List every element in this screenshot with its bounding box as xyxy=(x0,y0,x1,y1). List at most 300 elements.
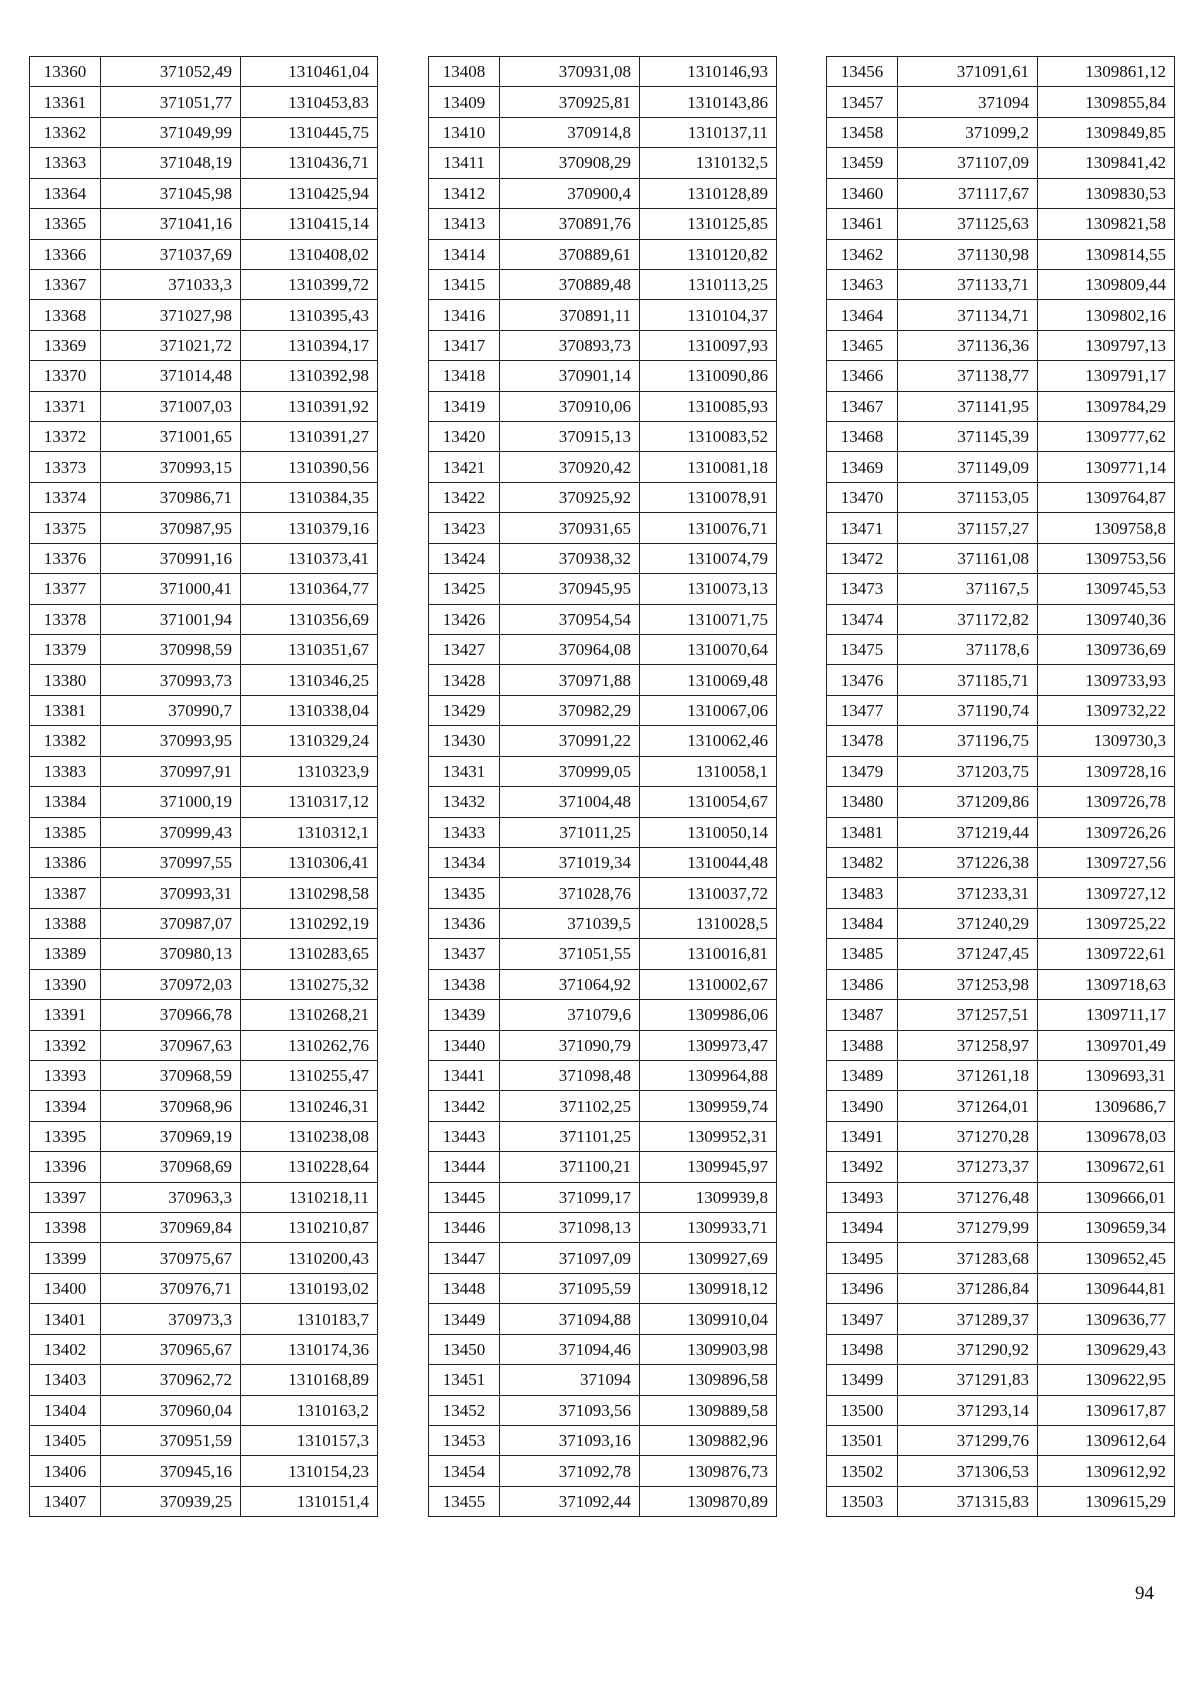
y-coordinate-cell: 1309797,13 xyxy=(1038,330,1175,360)
table-row xyxy=(30,1395,378,1425)
x-coordinate-cell: 371101,25 xyxy=(500,1121,640,1151)
y-coordinate-cell: 1310317,12 xyxy=(241,787,378,817)
point-number-cell: 13392 xyxy=(30,1030,101,1060)
x-coordinate-cell: 371178,6 xyxy=(898,635,1038,665)
table-row xyxy=(827,1365,1175,1395)
point-number-cell: 13417 xyxy=(429,330,500,360)
x-coordinate-cell: 371138,77 xyxy=(898,361,1038,391)
point-number-cell: 13440 xyxy=(429,1030,500,1060)
x-coordinate-cell: 371093,16 xyxy=(500,1425,640,1455)
y-coordinate-cell: 1310090,86 xyxy=(640,361,777,391)
point-number-cell: 13367 xyxy=(30,269,101,299)
y-coordinate-cell: 1309918,12 xyxy=(640,1273,777,1303)
table-row xyxy=(429,726,777,756)
y-coordinate-cell: 1309777,62 xyxy=(1038,422,1175,452)
point-number-cell: 13430 xyxy=(429,726,500,756)
point-number-cell: 13412 xyxy=(429,178,500,208)
point-number-cell: 13405 xyxy=(30,1425,101,1455)
x-coordinate-cell: 371286,84 xyxy=(898,1273,1038,1303)
x-coordinate-cell: 370980,13 xyxy=(101,939,241,969)
table-row xyxy=(30,787,378,817)
table-row xyxy=(30,239,378,269)
table-row xyxy=(30,908,378,938)
x-coordinate-cell: 371001,94 xyxy=(101,604,241,634)
point-number-cell: 13500 xyxy=(827,1395,898,1425)
x-coordinate-cell: 371100,21 xyxy=(500,1152,640,1182)
point-number-cell: 13429 xyxy=(429,695,500,725)
y-coordinate-cell: 1310255,47 xyxy=(241,1060,378,1090)
y-coordinate-cell: 1309933,71 xyxy=(640,1213,777,1243)
x-coordinate-cell: 370987,07 xyxy=(101,908,241,938)
x-coordinate-cell: 370968,69 xyxy=(101,1152,241,1182)
table-row xyxy=(429,1091,777,1121)
table-row xyxy=(827,1152,1175,1182)
point-number-cell: 13382 xyxy=(30,726,101,756)
table-row xyxy=(30,422,378,452)
point-number-cell: 13449 xyxy=(429,1304,500,1334)
point-number-cell: 13396 xyxy=(30,1152,101,1182)
y-coordinate-cell: 1310163,2 xyxy=(241,1395,378,1425)
table-row xyxy=(429,117,777,147)
x-coordinate-cell: 371203,75 xyxy=(898,756,1038,786)
x-coordinate-cell: 370925,81 xyxy=(500,87,640,117)
y-coordinate-cell: 1310083,52 xyxy=(640,422,777,452)
table-row xyxy=(827,57,1175,87)
point-number-cell: 13422 xyxy=(429,482,500,512)
x-coordinate-cell: 371258,97 xyxy=(898,1030,1038,1060)
y-coordinate-cell: 1310062,46 xyxy=(640,726,777,756)
table-row xyxy=(30,178,378,208)
y-coordinate-cell: 1309718,63 xyxy=(1038,969,1175,999)
table-row xyxy=(827,1121,1175,1151)
point-number-cell: 13425 xyxy=(429,574,500,604)
point-number-cell: 13497 xyxy=(827,1304,898,1334)
point-number-cell: 13436 xyxy=(429,908,500,938)
table-row xyxy=(30,452,378,482)
y-coordinate-cell: 1309727,12 xyxy=(1038,878,1175,908)
table-row xyxy=(429,1121,777,1151)
table-row xyxy=(827,148,1175,178)
y-coordinate-cell: 1310183,7 xyxy=(241,1304,378,1334)
point-number-cell: 13457 xyxy=(827,87,898,117)
point-number-cell: 13427 xyxy=(429,635,500,665)
y-coordinate-cell: 1309841,42 xyxy=(1038,148,1175,178)
point-number-cell: 13421 xyxy=(429,452,500,482)
x-coordinate-cell: 371092,44 xyxy=(500,1486,640,1516)
y-coordinate-cell: 1309945,97 xyxy=(640,1152,777,1182)
x-coordinate-cell: 370914,8 xyxy=(500,117,640,147)
point-number-cell: 13474 xyxy=(827,604,898,634)
table-row xyxy=(429,209,777,239)
table-row xyxy=(827,817,1175,847)
x-coordinate-cell: 371133,71 xyxy=(898,269,1038,299)
point-number-cell: 13399 xyxy=(30,1243,101,1273)
point-number-cell: 13445 xyxy=(429,1182,500,1212)
table-row xyxy=(30,726,378,756)
x-coordinate-cell: 371039,5 xyxy=(500,908,640,938)
point-number-cell: 13482 xyxy=(827,847,898,877)
point-number-cell: 13491 xyxy=(827,1121,898,1151)
point-number-cell: 13433 xyxy=(429,817,500,847)
y-coordinate-cell: 1309952,31 xyxy=(640,1121,777,1151)
x-coordinate-cell: 370976,71 xyxy=(101,1273,241,1303)
point-number-cell: 13424 xyxy=(429,543,500,573)
x-coordinate-cell: 370966,78 xyxy=(101,1000,241,1030)
y-coordinate-cell: 1310399,72 xyxy=(241,269,378,299)
x-coordinate-cell: 370975,67 xyxy=(101,1243,241,1273)
x-coordinate-cell: 371283,68 xyxy=(898,1243,1038,1273)
table-row xyxy=(429,330,777,360)
table-row xyxy=(429,1213,777,1243)
x-coordinate-cell: 371095,59 xyxy=(500,1273,640,1303)
x-coordinate-cell: 370987,95 xyxy=(101,513,241,543)
x-coordinate-cell: 371021,72 xyxy=(101,330,241,360)
y-coordinate-cell: 1310081,18 xyxy=(640,452,777,482)
table-row xyxy=(30,817,378,847)
point-number-cell: 13469 xyxy=(827,452,898,482)
y-coordinate-cell: 1310329,24 xyxy=(241,726,378,756)
table-row xyxy=(30,1334,378,1364)
table-body xyxy=(30,57,378,1517)
x-coordinate-cell: 371306,53 xyxy=(898,1456,1038,1486)
x-coordinate-cell: 371264,01 xyxy=(898,1091,1038,1121)
x-coordinate-cell: 371240,29 xyxy=(898,908,1038,938)
y-coordinate-cell: 1310174,36 xyxy=(241,1334,378,1364)
table-row xyxy=(30,756,378,786)
x-coordinate-cell: 370986,71 xyxy=(101,482,241,512)
point-number-cell: 13442 xyxy=(429,1091,500,1121)
point-number-cell: 13458 xyxy=(827,117,898,147)
point-number-cell: 13487 xyxy=(827,1000,898,1030)
table-row xyxy=(827,604,1175,634)
point-number-cell: 13479 xyxy=(827,756,898,786)
table-row xyxy=(30,300,378,330)
x-coordinate-cell: 371279,99 xyxy=(898,1213,1038,1243)
point-number-cell: 13484 xyxy=(827,908,898,938)
x-coordinate-cell: 371033,3 xyxy=(101,269,241,299)
y-coordinate-cell: 1309791,17 xyxy=(1038,361,1175,391)
table-row xyxy=(429,695,777,725)
y-coordinate-cell: 1309612,92 xyxy=(1038,1456,1175,1486)
x-coordinate-cell: 371004,48 xyxy=(500,787,640,817)
x-coordinate-cell: 370993,73 xyxy=(101,665,241,695)
table-row xyxy=(827,482,1175,512)
y-coordinate-cell: 1309809,44 xyxy=(1038,269,1175,299)
point-number-cell: 13446 xyxy=(429,1213,500,1243)
x-coordinate-cell: 371125,63 xyxy=(898,209,1038,239)
table-row xyxy=(429,178,777,208)
y-coordinate-cell: 1310104,37 xyxy=(640,300,777,330)
y-coordinate-cell: 1310392,98 xyxy=(241,361,378,391)
point-number-cell: 13383 xyxy=(30,756,101,786)
y-coordinate-cell: 1310453,83 xyxy=(241,87,378,117)
y-coordinate-cell: 1310218,11 xyxy=(241,1182,378,1212)
point-number-cell: 13414 xyxy=(429,239,500,269)
table-row xyxy=(827,1030,1175,1060)
table-row xyxy=(827,1091,1175,1121)
table-row xyxy=(30,1030,378,1060)
table-row xyxy=(30,117,378,147)
x-coordinate-cell: 371161,08 xyxy=(898,543,1038,573)
y-coordinate-cell: 1310120,82 xyxy=(640,239,777,269)
point-number-cell: 13468 xyxy=(827,422,898,452)
y-coordinate-cell: 1310168,89 xyxy=(241,1365,378,1395)
x-coordinate-cell: 370910,06 xyxy=(500,391,640,421)
x-coordinate-cell: 370954,54 xyxy=(500,604,640,634)
table-row xyxy=(30,1365,378,1395)
x-coordinate-cell: 370991,16 xyxy=(101,543,241,573)
table-row xyxy=(827,726,1175,756)
y-coordinate-cell: 1310306,41 xyxy=(241,847,378,877)
x-coordinate-cell: 370997,91 xyxy=(101,756,241,786)
point-number-cell: 13377 xyxy=(30,574,101,604)
table-row xyxy=(429,574,777,604)
x-coordinate-cell: 371092,78 xyxy=(500,1456,640,1486)
x-coordinate-cell: 371293,14 xyxy=(898,1395,1038,1425)
point-number-cell: 13439 xyxy=(429,1000,500,1030)
point-number-cell: 13453 xyxy=(429,1425,500,1455)
table-row xyxy=(30,391,378,421)
table-row xyxy=(30,269,378,299)
point-number-cell: 13369 xyxy=(30,330,101,360)
x-coordinate-cell: 371064,92 xyxy=(500,969,640,999)
table-row xyxy=(30,1121,378,1151)
table-row xyxy=(429,635,777,665)
table-row xyxy=(827,422,1175,452)
y-coordinate-cell: 1310157,3 xyxy=(241,1425,378,1455)
table-body xyxy=(429,57,777,1517)
y-coordinate-cell: 1310268,21 xyxy=(241,1000,378,1030)
x-coordinate-cell: 371028,76 xyxy=(500,878,640,908)
x-coordinate-cell: 370962,72 xyxy=(101,1365,241,1395)
y-coordinate-cell: 1310069,48 xyxy=(640,665,777,695)
x-coordinate-cell: 371299,76 xyxy=(898,1425,1038,1455)
y-coordinate-cell: 1310071,75 xyxy=(640,604,777,634)
table-row xyxy=(30,969,378,999)
y-coordinate-cell: 1309959,74 xyxy=(640,1091,777,1121)
x-coordinate-cell: 371130,98 xyxy=(898,239,1038,269)
point-number-cell: 13488 xyxy=(827,1030,898,1060)
x-coordinate-cell: 370900,4 xyxy=(500,178,640,208)
x-coordinate-cell: 370990,7 xyxy=(101,695,241,725)
table-row xyxy=(429,1273,777,1303)
table-row xyxy=(30,1060,378,1090)
table-row xyxy=(827,635,1175,665)
table-row xyxy=(30,1091,378,1121)
x-coordinate-cell: 370968,59 xyxy=(101,1060,241,1090)
point-number-cell: 13473 xyxy=(827,574,898,604)
point-number-cell: 13452 xyxy=(429,1395,500,1425)
y-coordinate-cell: 1309733,93 xyxy=(1038,665,1175,695)
point-number-cell: 13419 xyxy=(429,391,500,421)
x-coordinate-cell: 370971,88 xyxy=(500,665,640,695)
point-number-cell: 13363 xyxy=(30,148,101,178)
x-coordinate-cell: 371000,41 xyxy=(101,574,241,604)
point-number-cell: 13437 xyxy=(429,939,500,969)
y-coordinate-cell: 1310028,5 xyxy=(640,908,777,938)
x-coordinate-cell: 371141,95 xyxy=(898,391,1038,421)
x-coordinate-cell: 370965,67 xyxy=(101,1334,241,1364)
point-number-cell: 13476 xyxy=(827,665,898,695)
table-row xyxy=(429,1395,777,1425)
y-coordinate-cell: 1309973,47 xyxy=(640,1030,777,1060)
table-row xyxy=(429,1456,777,1486)
table-row xyxy=(429,239,777,269)
table-row xyxy=(827,1182,1175,1212)
table-row xyxy=(429,878,777,908)
point-number-cell: 13434 xyxy=(429,847,500,877)
y-coordinate-cell: 1310238,08 xyxy=(241,1121,378,1151)
table-row xyxy=(30,939,378,969)
table-row xyxy=(30,148,378,178)
x-coordinate-cell: 371045,98 xyxy=(101,178,241,208)
point-number-cell: 13360 xyxy=(30,57,101,87)
y-coordinate-cell: 1310461,04 xyxy=(241,57,378,87)
x-coordinate-cell: 370993,15 xyxy=(101,452,241,482)
point-number-cell: 13470 xyxy=(827,482,898,512)
y-coordinate-cell: 1310076,71 xyxy=(640,513,777,543)
point-number-cell: 13403 xyxy=(30,1365,101,1395)
x-coordinate-cell: 371019,34 xyxy=(500,847,640,877)
x-coordinate-cell: 371091,61 xyxy=(898,57,1038,87)
point-number-cell: 13391 xyxy=(30,1000,101,1030)
point-number-cell: 13423 xyxy=(429,513,500,543)
x-coordinate-cell: 370973,3 xyxy=(101,1304,241,1334)
y-coordinate-cell: 1309726,78 xyxy=(1038,787,1175,817)
table-row xyxy=(827,756,1175,786)
table-row xyxy=(429,665,777,695)
x-coordinate-cell: 371257,51 xyxy=(898,1000,1038,1030)
x-coordinate-cell: 370901,14 xyxy=(500,361,640,391)
table-row xyxy=(30,57,378,87)
table-row xyxy=(429,391,777,421)
x-coordinate-cell: 370939,25 xyxy=(101,1486,241,1516)
y-coordinate-cell: 1309939,8 xyxy=(640,1182,777,1212)
x-coordinate-cell: 370945,16 xyxy=(101,1456,241,1486)
y-coordinate-cell: 1309740,36 xyxy=(1038,604,1175,634)
y-coordinate-cell: 1310132,5 xyxy=(640,148,777,178)
table-row xyxy=(827,87,1175,117)
point-number-cell: 13402 xyxy=(30,1334,101,1364)
page-number: 94 xyxy=(1135,1583,1154,1604)
y-coordinate-cell: 1309730,3 xyxy=(1038,726,1175,756)
y-coordinate-cell: 1309678,03 xyxy=(1038,1121,1175,1151)
x-coordinate-cell: 371099,2 xyxy=(898,117,1038,147)
x-coordinate-cell: 371079,6 xyxy=(500,1000,640,1030)
table-row xyxy=(30,847,378,877)
table-row xyxy=(827,361,1175,391)
coordinates-table-1 xyxy=(29,56,378,1517)
y-coordinate-cell: 1309927,69 xyxy=(640,1243,777,1273)
x-coordinate-cell: 371097,09 xyxy=(500,1243,640,1273)
y-coordinate-cell: 1310415,14 xyxy=(241,209,378,239)
point-number-cell: 13486 xyxy=(827,969,898,999)
point-number-cell: 13404 xyxy=(30,1395,101,1425)
y-coordinate-cell: 1309896,58 xyxy=(640,1365,777,1395)
x-coordinate-cell: 371094 xyxy=(500,1365,640,1395)
table-row xyxy=(827,1486,1175,1516)
table-row xyxy=(827,969,1175,999)
point-number-cell: 13498 xyxy=(827,1334,898,1364)
point-number-cell: 13456 xyxy=(827,57,898,87)
table-row xyxy=(30,1182,378,1212)
y-coordinate-cell: 1310085,93 xyxy=(640,391,777,421)
x-coordinate-cell: 370997,55 xyxy=(101,847,241,877)
table-row xyxy=(30,1152,378,1182)
y-coordinate-cell: 1309889,58 xyxy=(640,1395,777,1425)
y-coordinate-cell: 1310074,79 xyxy=(640,543,777,573)
y-coordinate-cell: 1310364,77 xyxy=(241,574,378,604)
table-row xyxy=(827,1060,1175,1090)
table-row xyxy=(30,361,378,391)
x-coordinate-cell: 371001,65 xyxy=(101,422,241,452)
x-coordinate-cell: 370999,43 xyxy=(101,817,241,847)
y-coordinate-cell: 1309711,17 xyxy=(1038,1000,1175,1030)
table-row xyxy=(827,513,1175,543)
y-coordinate-cell: 1310125,85 xyxy=(640,209,777,239)
table-row xyxy=(429,817,777,847)
point-number-cell: 13411 xyxy=(429,148,500,178)
table-row xyxy=(30,1304,378,1334)
x-coordinate-cell: 371094,88 xyxy=(500,1304,640,1334)
y-coordinate-cell: 1310054,67 xyxy=(640,787,777,817)
y-coordinate-cell: 1310113,25 xyxy=(640,269,777,299)
x-coordinate-cell: 371273,37 xyxy=(898,1152,1038,1182)
point-number-cell: 13395 xyxy=(30,1121,101,1151)
table-row xyxy=(429,1030,777,1060)
point-number-cell: 13408 xyxy=(429,57,500,87)
x-coordinate-cell: 370993,31 xyxy=(101,878,241,908)
x-coordinate-cell: 371247,45 xyxy=(898,939,1038,969)
y-coordinate-cell: 1310323,9 xyxy=(241,756,378,786)
point-number-cell: 13448 xyxy=(429,1273,500,1303)
point-number-cell: 13413 xyxy=(429,209,500,239)
table-row xyxy=(30,574,378,604)
y-coordinate-cell: 1309636,77 xyxy=(1038,1304,1175,1334)
point-number-cell: 13401 xyxy=(30,1304,101,1334)
table-row xyxy=(827,1243,1175,1273)
point-number-cell: 13368 xyxy=(30,300,101,330)
y-coordinate-cell: 1310151,4 xyxy=(241,1486,378,1516)
y-coordinate-cell: 1310436,71 xyxy=(241,148,378,178)
table-row xyxy=(429,1365,777,1395)
x-coordinate-cell: 370889,48 xyxy=(500,269,640,299)
y-coordinate-cell: 1310283,65 xyxy=(241,939,378,969)
table-row xyxy=(827,695,1175,725)
point-number-cell: 13378 xyxy=(30,604,101,634)
x-coordinate-cell: 371007,03 xyxy=(101,391,241,421)
point-number-cell: 13420 xyxy=(429,422,500,452)
point-number-cell: 13459 xyxy=(827,148,898,178)
point-number-cell: 13493 xyxy=(827,1182,898,1212)
y-coordinate-cell: 1309693,31 xyxy=(1038,1060,1175,1090)
x-coordinate-cell: 370925,92 xyxy=(500,482,640,512)
point-number-cell: 13447 xyxy=(429,1243,500,1273)
y-coordinate-cell: 1310262,76 xyxy=(241,1030,378,1060)
x-coordinate-cell: 371041,16 xyxy=(101,209,241,239)
table-row xyxy=(827,908,1175,938)
y-coordinate-cell: 1309882,96 xyxy=(640,1425,777,1455)
point-number-cell: 13366 xyxy=(30,239,101,269)
y-coordinate-cell: 1309629,43 xyxy=(1038,1334,1175,1364)
table-row xyxy=(429,1334,777,1364)
x-coordinate-cell: 370931,08 xyxy=(500,57,640,87)
y-coordinate-cell: 1310137,11 xyxy=(640,117,777,147)
y-coordinate-cell: 1310373,41 xyxy=(241,543,378,573)
x-coordinate-cell: 371000,19 xyxy=(101,787,241,817)
point-number-cell: 13398 xyxy=(30,1213,101,1243)
point-number-cell: 13406 xyxy=(30,1456,101,1486)
